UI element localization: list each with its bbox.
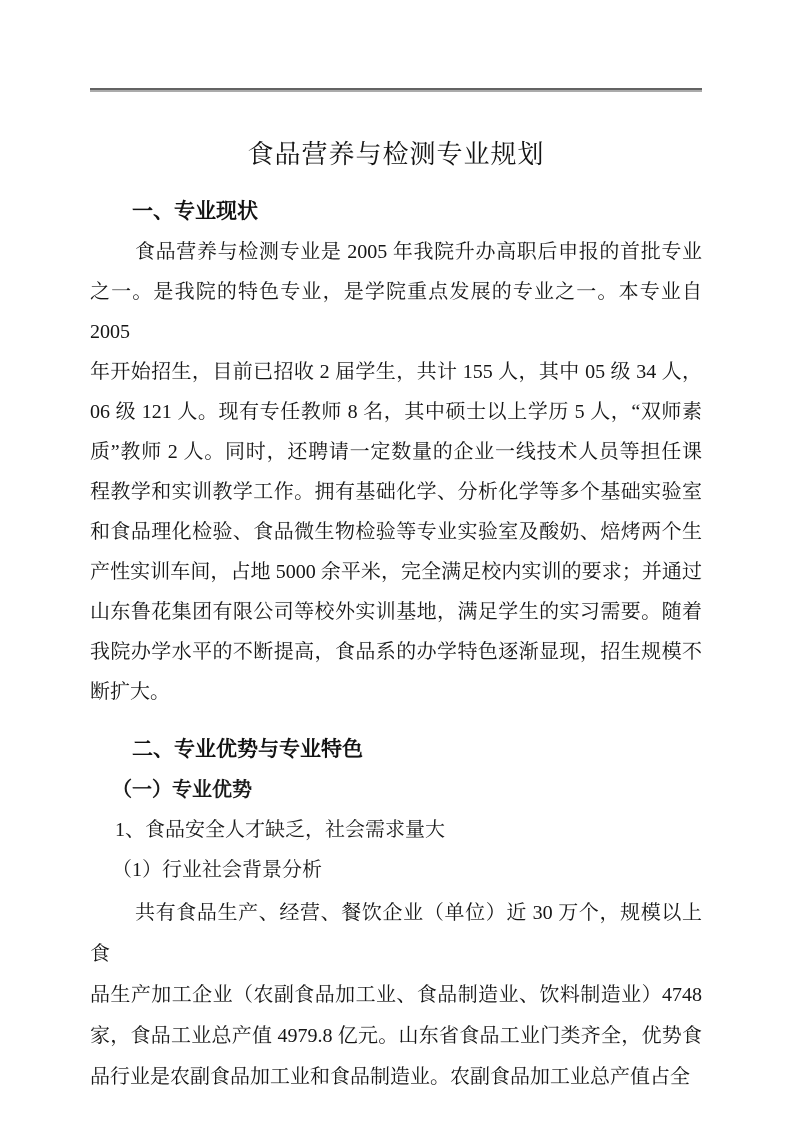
paragraph-line: 家，食品工业总产值 4979.8 亿元。山东省食品工业门类齐全，优势食 <box>90 1025 702 1047</box>
paragraph-line: 之一。是我院的特色专业，是学院重点发展的专业之一。本专业自 2005 <box>90 281 702 343</box>
paragraph-line: 和食品理化检验、食品微生物检验等专业实验室及酸奶、焙烤两个生 <box>90 521 702 543</box>
paragraph-line: 程教学和实训教学工作。拥有基础化学、分析化学等多个基础实验室 <box>90 481 702 503</box>
heading-section-1: 一、专业现状 <box>132 200 258 223</box>
paragraph-line: 年开始招生，目前已招收 2 届学生，共计 155 人，其中 05 级 34 人， <box>90 361 702 383</box>
heading-section-2: 二、专业优势与专业特色 <box>132 738 363 761</box>
header-rule <box>90 88 702 92</box>
paragraph-current-status <box>90 232 702 712</box>
paragraph-line: 品行业是农副食品加工业和食品制造业。农副食品加工业总产值占全 <box>90 1066 690 1088</box>
paragraph-line: 产性实训车间，占地 5000 余平米，完全满足校内实训的要求；并通过 <box>90 561 702 583</box>
paragraph-industry-analysis <box>90 893 702 1098</box>
paragraph-line: 断扩大。 <box>90 681 170 703</box>
subheading-industry-background: （1）行业社会背景分析 <box>112 859 322 881</box>
paragraph-line: 山东鲁花集团有限公司等校外实训基地，满足学生的实习需要。随着 <box>90 601 702 623</box>
paragraph-line: 共有食品生产、经营、餐饮企业（单位）近 30 万个，规模以上食 <box>90 902 702 965</box>
paragraph-line: 质”教师 2 人。同时，还聘请一定数量的企业一线技术人员等担任课 <box>90 441 702 463</box>
subheading-talent-shortage: 1、食品安全人才缺乏，社会需求量大 <box>115 819 445 841</box>
paragraph-line: 品生产加工企业（农副食品加工业、食品制造业、饮料制造业）4748 <box>90 984 702 1006</box>
paragraph-line: 我院办学水平的不断提高，食品系的办学特色逐渐显现，招生规模不 <box>90 641 702 663</box>
document-title: 食品营养与检测专业规划 <box>247 140 545 169</box>
subheading-advantages: （一）专业优势 <box>112 779 252 801</box>
paragraph-line: 06 级 121 人。现有专任教师 8 名，其中硕士以上学历 5 人，“双师素 <box>90 401 702 423</box>
paragraph-line: 食品营养与检测专业是 2005 年我院升办高职后申报的首批专业 <box>135 241 702 263</box>
